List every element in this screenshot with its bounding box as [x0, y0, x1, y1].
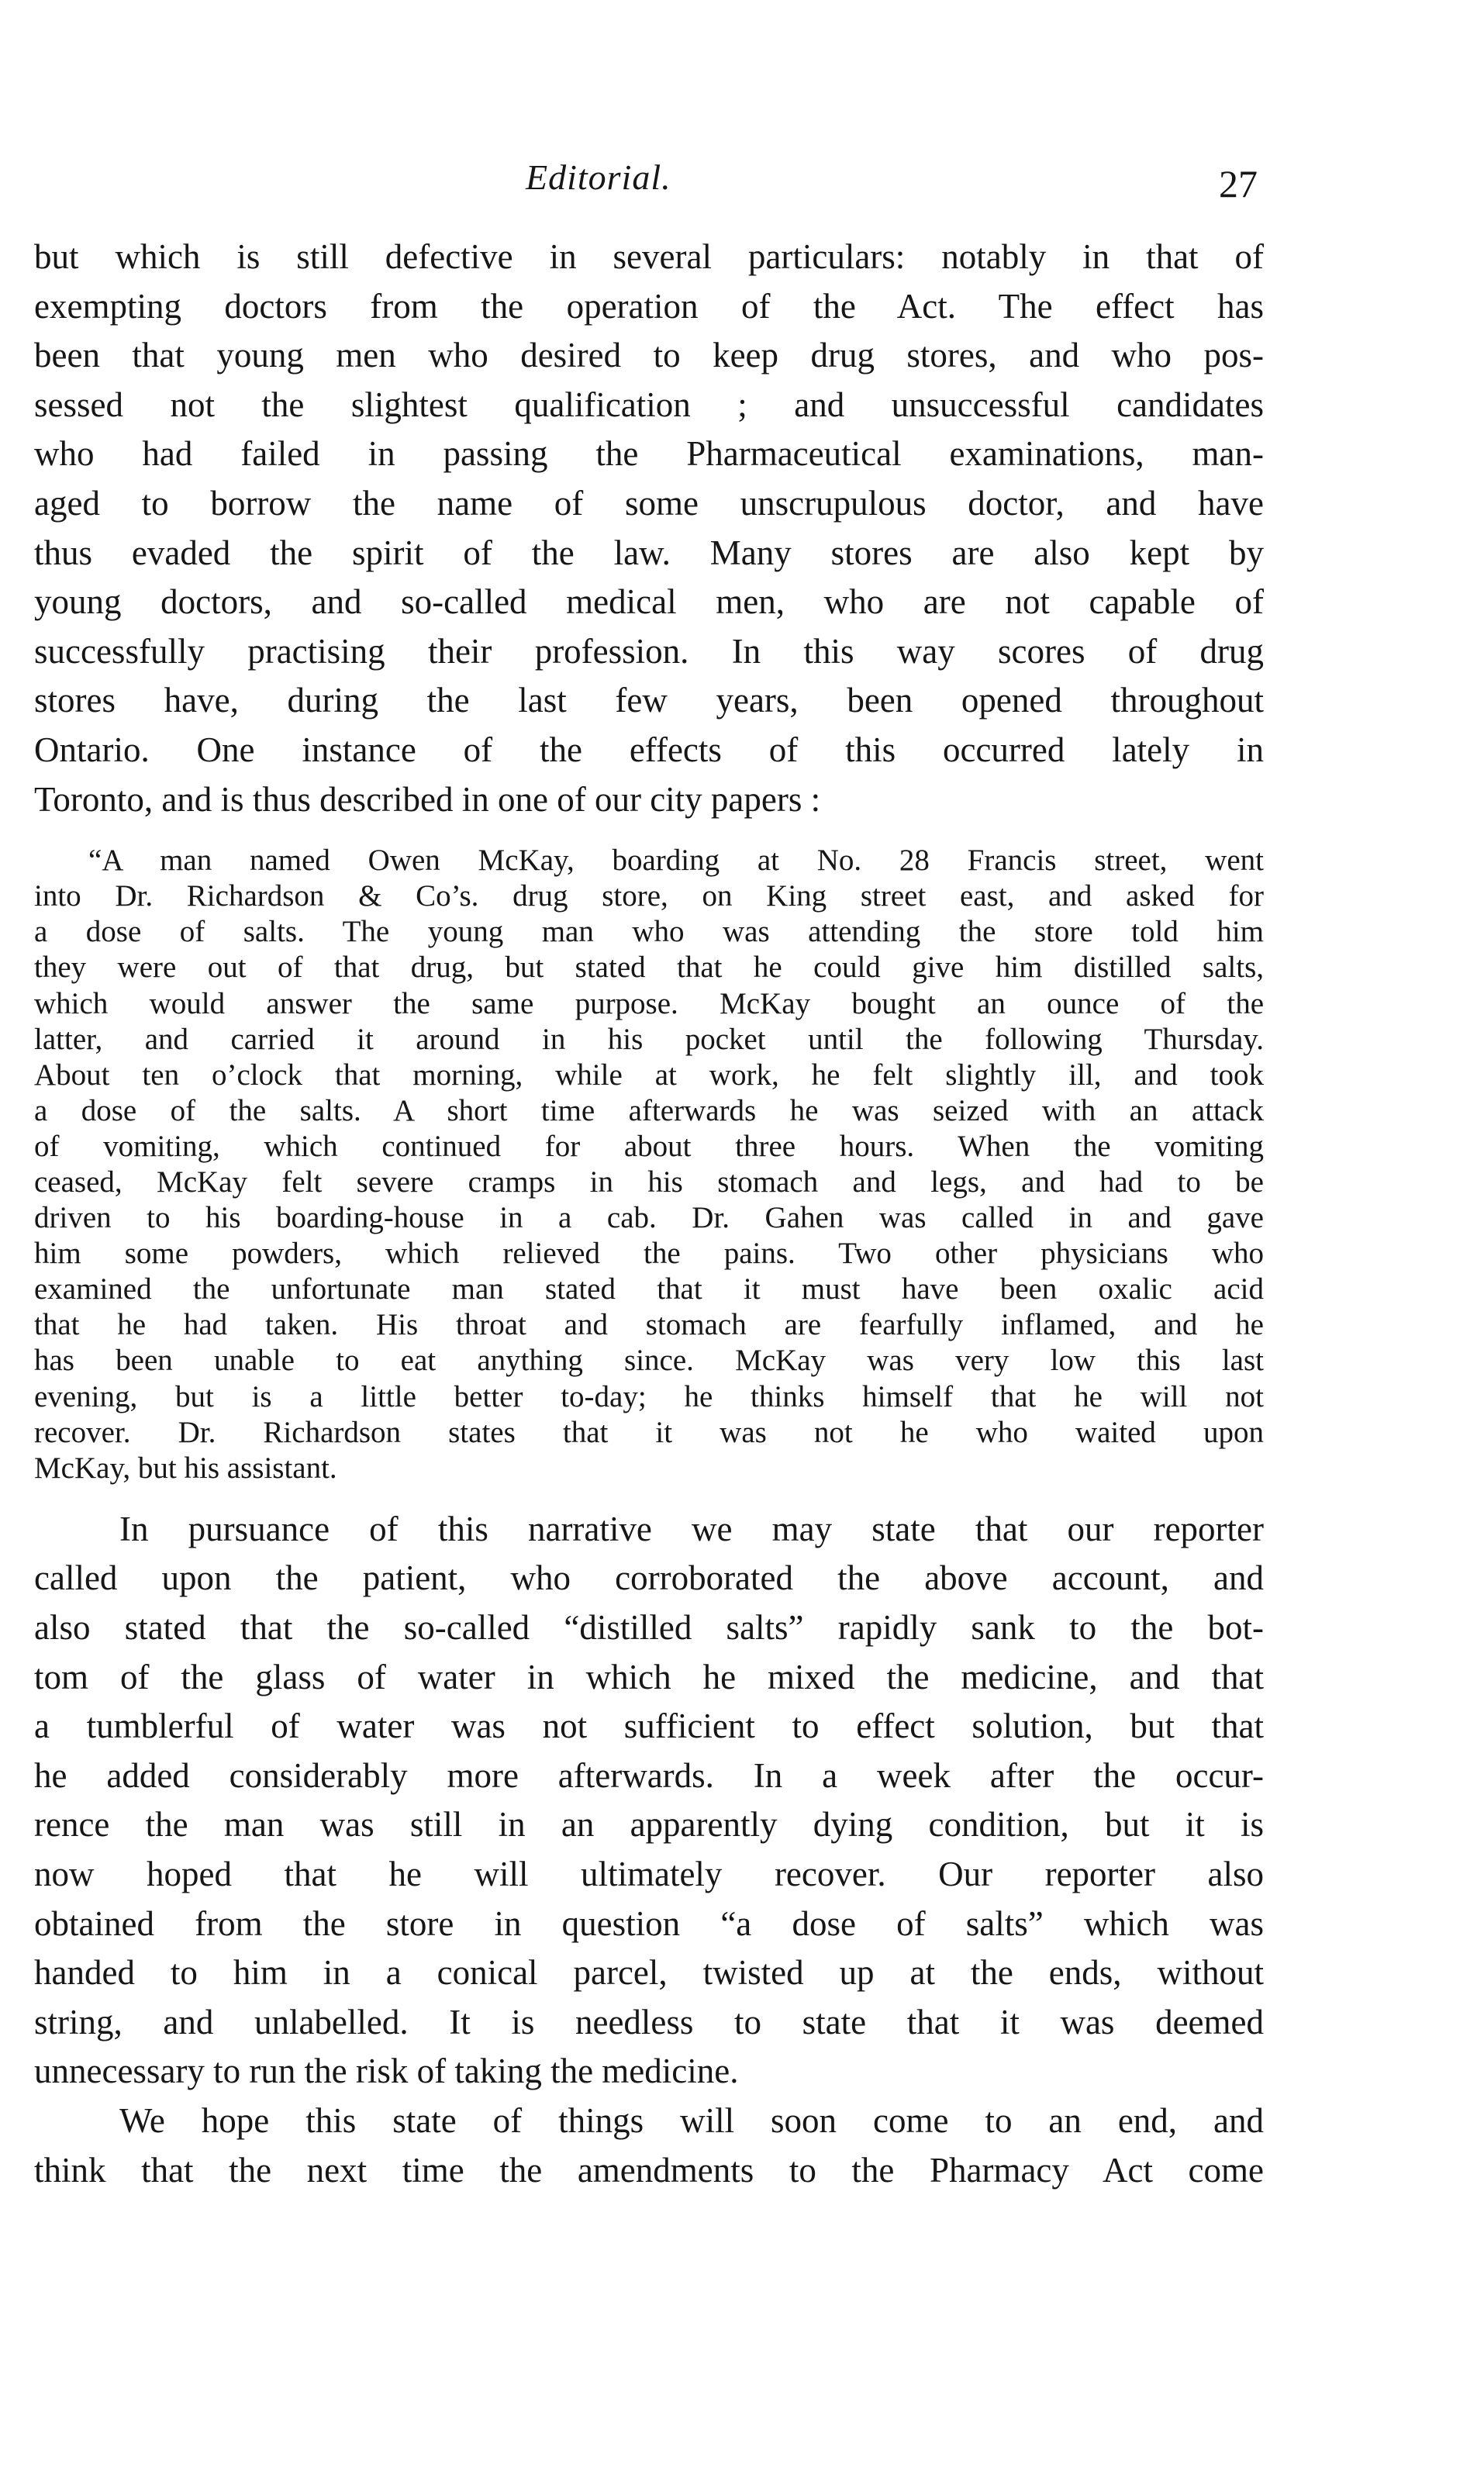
- quote-line: McKay, but his assistant.: [34, 1451, 337, 1485]
- quote-line: a dose of salts. The young man who was attending the store told him: [34, 915, 1264, 949]
- text-line: rence the man was still in an apparently dying condition, but it is: [34, 1805, 1264, 1845]
- text-line: successfully practising their profession. In this way scores of drug: [34, 631, 1264, 671]
- text-line: sessed not the slightest qualification ; and unsuccessful candidates: [34, 385, 1264, 424]
- text-line: think that the next time the amendments to the Pharmacy Act come: [34, 2150, 1264, 2190]
- quote-line: ceased, McKay felt severe cramps in his stomach and legs, and had to be: [34, 1165, 1264, 1199]
- text-line: young doctors, and so-called medical men, who are not capable of: [34, 582, 1264, 622]
- text-line: he added considerably more afterwards. In a week after the occur-: [34, 1755, 1264, 1795]
- quote-line: latter, and carried it around in his pocket until the following Thursday.: [34, 1022, 1264, 1056]
- text-line: but which is still defective in several particulars: notably in that of: [34, 237, 1264, 276]
- text-line: Ontario. One instance of the effects of this occurred lately in: [34, 730, 1264, 769]
- text-line: Toronto, and is thus described in one of our city papers :: [34, 779, 821, 819]
- text-line: exempting doctors from the operation of the Act. The effect has: [34, 286, 1264, 326]
- quote-line: has been unable to eat anything since. McKay was very low this last: [34, 1344, 1264, 1378]
- paragraph-2: [34, 1505, 1264, 2097]
- quote-line: examined the unfortunate man stated that it must have been oxalic acid: [34, 1272, 1264, 1306]
- paragraph-1: [34, 233, 1264, 824]
- quote-line: they were out of that drug, but stated that he could give him distilled salts,: [34, 951, 1264, 985]
- quote-line: that he had taken. His throat and stomach are fearfully inflamed, and he: [34, 1308, 1264, 1342]
- text-line: thus evaded the spirit of the law. Many stores are also kept by: [34, 533, 1264, 572]
- text-line: string, and unlabelled. It is needless to state that it was deemed: [34, 2002, 1264, 2041]
- quote-line: which would answer the same purpose. McKay bought an ounce of the: [34, 986, 1264, 1020]
- text-line: aged to borrow the name of some unscrupulous doctor, and have: [34, 483, 1264, 523]
- page-number: 27: [1219, 162, 1258, 205]
- quote-line: evening, but is a little better to-day; he thinks himself that he will not: [34, 1379, 1264, 1413]
- quote-line: him some powders, which relieved the pains. Two other physicians who: [34, 1237, 1264, 1271]
- text-line: In pursuance of this narrative we may state that our reporter: [119, 1509, 1264, 1548]
- running-title: Editorial.: [526, 157, 671, 197]
- text-line: unnecessary to run the risk of taking the medicine.: [34, 2052, 739, 2091]
- text-line: been that young men who desired to keep drug stores, and who pos-: [34, 336, 1264, 375]
- quote-line: “A man named Owen McKay, boarding at No. 28 Francis street, went: [88, 844, 1264, 878]
- text-line: We hope this state of things will soon come to an end, and: [119, 2100, 1264, 2140]
- text-line: a tumblerful of water was not sufficient to effect solution, but that: [34, 1707, 1264, 1746]
- quote-line: a dose of the salts. A short time afterwards he was seized with an attack: [34, 1093, 1264, 1127]
- body-text: [34, 233, 1264, 2195]
- quote-line: About ten o’clock that morning, while at work, he felt slightly ill, and took: [34, 1058, 1264, 1092]
- quote-line: driven to his boarding-house in a cab. Dr. Gahen was called in and gave: [34, 1201, 1264, 1235]
- newspaper-quotation: [34, 843, 1264, 1486]
- quote-line: into Dr. Richardson & Co’s. drug store, on King street east, and asked for: [34, 879, 1264, 913]
- text-line: now hoped that he will ultimately recover. Our reporter also: [34, 1854, 1264, 1893]
- page-header: [31, 157, 1272, 211]
- text-line: handed to him in a conical parcel, twisted up at the ends, without: [34, 1953, 1264, 1993]
- quote-line: of vomiting, which continued for about three hours. When the vomiting: [34, 1129, 1264, 1163]
- text-line: stores have, during the last few years, been opened throughout: [34, 681, 1264, 720]
- text-line: obtained from the store in question “a dose of salts” which was: [34, 1903, 1264, 1943]
- quote-line: recover. Dr. Richardson states that it was not he who waited upon: [34, 1415, 1264, 1449]
- text-line: who had failed in passing the Pharmaceutical examinations, man-: [34, 434, 1264, 474]
- text-line: tom of the glass of water in which he mixed the medicine, and that: [34, 1657, 1264, 1696]
- text-line: also stated that the so-called “distilled salts” rapidly sank to the bot-: [34, 1608, 1264, 1647]
- text-line: called upon the patient, who corroborated the above account, and: [34, 1558, 1264, 1598]
- paragraph-3: [34, 2097, 1264, 2195]
